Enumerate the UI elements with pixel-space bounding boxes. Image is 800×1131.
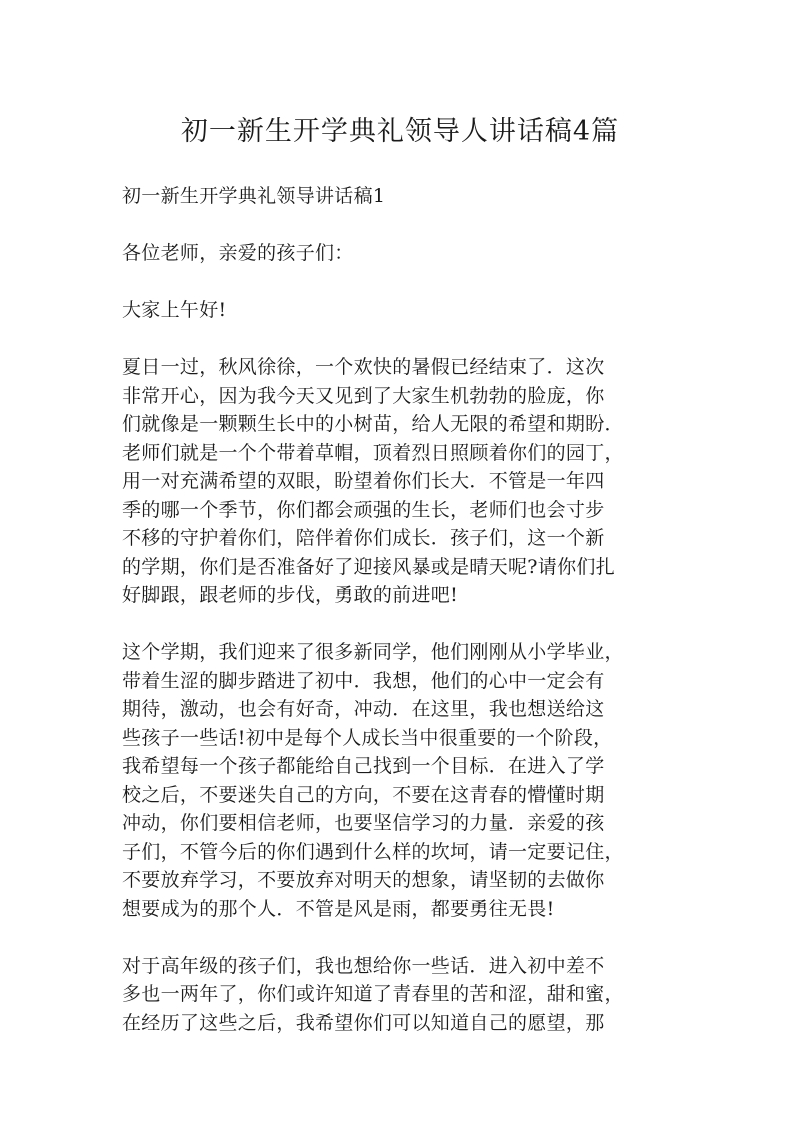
document-body	[122, 182, 670, 1066]
paragraph-line: 老师们就是一个个带着草帽，顶着烈日照顾着你们的园丁，	[122, 441, 624, 464]
paragraph-line: 夏日一过，秋风徐徐，一个欢快的暑假已经结束了．这次	[122, 356, 605, 378]
paragraph-line: 对于高年级的孩子们，我也想给你一些话．进入初中差不	[122, 954, 605, 977]
paragraph-line: 校之后，不要迷失自己的方向，不要在这青春的懵懂时期	[122, 783, 605, 806]
paragraph-2	[122, 638, 670, 923]
paragraph-line: 想要成为的那个人．不管是风是雨，都要勇往无畏!	[122, 897, 555, 920]
paragraph-line: 在经历了这些之后，我希望你们可以知道自己的愿望，那	[122, 1011, 605, 1034]
paragraph-1	[122, 353, 670, 610]
paragraph-line: 多也一两年了，你们或许知道了青春里的苦和涩，甜和蜜，	[122, 983, 624, 1005]
speech-salutation: 大家上午好!	[122, 299, 227, 321]
speech-subtitle: 初一新生开学典礼领导讲话稿1	[122, 185, 386, 207]
paragraph-3	[122, 952, 670, 1038]
paragraph-line: 季的哪一个季节，你们都会顽强的生长，老师们也会寸步	[122, 498, 605, 521]
paragraph-line: 期待，激动，也会有好奇，冲动．在这里，我也想送给这	[122, 698, 605, 720]
paragraph-line: 的学期，你们是否准备好了迎接风暴或是晴天呢?请你们扎	[122, 555, 615, 578]
document-title: 初一新生开学典礼领导人讲话稿4篇	[180, 116, 620, 147]
paragraph-line: 不要放弃学习，不要放弃对明天的想象，请坚韧的去做你	[122, 869, 605, 891]
paragraph-line: 好脚跟，跟老师的步伐，勇敢的前进吧!	[122, 584, 459, 606]
paragraph-line: 我希望每一个孩子都能给自己找到一个目标．在进入了学	[122, 755, 605, 777]
paragraph-line: 带着生涩的脚步踏进了初中．我想，他们的心中一定会有	[122, 669, 605, 692]
paragraph-line: 不移的守护着你们，陪伴着你们成长．孩子们，这一个新	[122, 527, 605, 549]
paragraph-line: 这个学期，我们迎来了很多新同学，他们刚刚从小学毕业，	[122, 641, 624, 663]
paragraph-line: 们就像是一颗颗生长中的小树苗，给人无限的希望和期盼．	[122, 413, 624, 435]
paragraph-line: 冲动，你们要相信老师，也要坚信学习的力量．亲爱的孩	[122, 812, 605, 834]
speech-greeting: 各位老师，亲爱的孩子们：	[122, 242, 354, 264]
paragraph-line: 子们，不管今后的你们遇到什么样的坎坷，请一定要记住，	[122, 840, 624, 863]
paragraph-line: 非常开心，因为我今天又见到了大家生机勃勃的脸庞，你	[122, 384, 605, 407]
paragraph-line: 用一对充满希望的双眼，盼望着你们长大．不管是一年四	[122, 470, 605, 492]
paragraph-line: 些孩子一些话!初中是每个人成长当中很重要的一个阶段，	[122, 726, 613, 749]
